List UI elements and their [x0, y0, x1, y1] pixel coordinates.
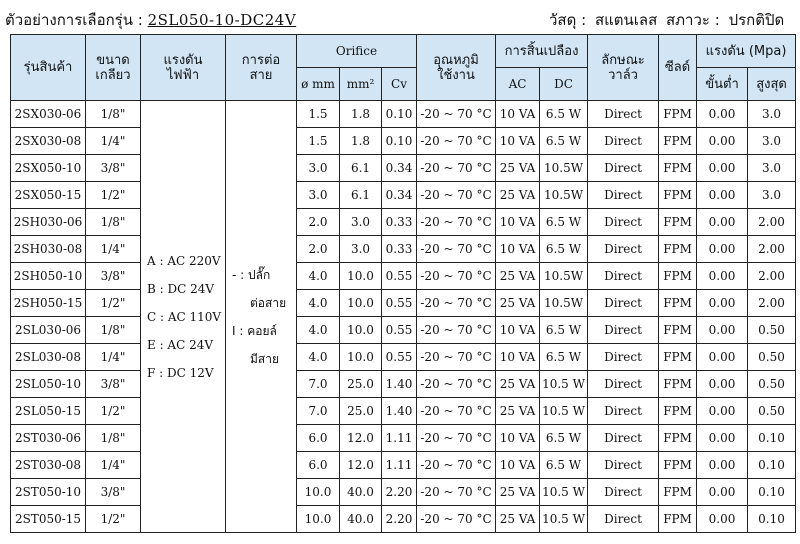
cell-mm2: 6.1 [340, 155, 382, 182]
cell-pmax: 0.10 [748, 425, 796, 452]
cell-pmax: 2.00 [748, 236, 796, 263]
cell-type: Direct [588, 182, 659, 209]
table-row [11, 398, 796, 425]
cell-seal: FPM [659, 425, 697, 452]
cell-seal: FPM [659, 317, 697, 344]
connection-option: I : คอยล์ [232, 323, 277, 338]
cell-seal: FPM [659, 128, 697, 155]
voltage-option: C : AC 110V [147, 309, 222, 324]
col-size: ขนาด เกลียว [86, 35, 141, 101]
cell-pmax: 0.50 [748, 317, 796, 344]
connection-option: มีสาย [250, 351, 280, 366]
spec-table [10, 34, 796, 533]
cell-size: 1/2" [86, 290, 141, 317]
cell-pmax: 3.0 [748, 182, 796, 209]
cell-mm2: 10.0 [340, 290, 382, 317]
material-value: สแตนเลส [594, 11, 658, 29]
cell-dc: 6.5 W [540, 317, 588, 344]
model-example [5, 8, 296, 32]
table-row [11, 263, 796, 290]
cell-temp: -20 ~ 70 °C [417, 263, 496, 290]
cell-mm2: 25.0 [340, 371, 382, 398]
cell-size: 1/2" [86, 182, 141, 209]
cell-type: Direct [588, 101, 659, 128]
cell-mm: 1.5 [297, 101, 340, 128]
col-pressure-max: สูงสุด [748, 68, 796, 101]
cell-temp: -20 ~ 70 °C [417, 398, 496, 425]
status-value: ปรกติปิด [728, 11, 785, 29]
cell-seal: FPM [659, 290, 697, 317]
cell-seal: FPM [659, 398, 697, 425]
cell-mm: 6.0 [297, 452, 340, 479]
connection-options [226, 101, 297, 533]
voltage-option: E : AC 24V [147, 337, 214, 352]
cell-pmin: 0.00 [697, 236, 748, 263]
voltage-option: F : DC 12V [147, 365, 214, 380]
col-power-dc: DC [540, 68, 588, 101]
table-row [11, 155, 796, 182]
cell-pmax: 0.10 [748, 452, 796, 479]
cell-pmin: 0.00 [697, 506, 748, 533]
table-row [11, 209, 796, 236]
cell-type: Direct [588, 155, 659, 182]
cell-size: 1/8" [86, 209, 141, 236]
cell-pmax: 0.10 [748, 479, 796, 506]
cell-size: 1/2" [86, 398, 141, 425]
col-orifice: Orifice [297, 35, 417, 68]
cell-size: 1/2" [86, 506, 141, 533]
cell-type: Direct [588, 209, 659, 236]
table-row [11, 506, 796, 533]
col-valve-type: ลักษณะ วาล์ว [588, 35, 659, 101]
cell-cv: 1.40 [382, 371, 417, 398]
cell-pmax: 2.00 [748, 263, 796, 290]
cell-seal: FPM [659, 479, 697, 506]
cell-model: 2ST030-08 [11, 452, 86, 479]
cell-size: 1/4" [86, 236, 141, 263]
cell-type: Direct [588, 290, 659, 317]
cell-seal: FPM [659, 371, 697, 398]
cell-mm2: 10.0 [340, 317, 382, 344]
cell-ac: 10 VA [496, 209, 540, 236]
cell-type: Direct [588, 317, 659, 344]
material-label: วัสดุ : [549, 11, 587, 29]
cell-model: 2SH050-10 [11, 263, 86, 290]
cell-dc: 6.5 W [540, 344, 588, 371]
cell-type: Direct [588, 506, 659, 533]
cell-pmin: 0.00 [697, 371, 748, 398]
cell-cv: 0.33 [382, 236, 417, 263]
cell-dc: 10.5 W [540, 398, 588, 425]
cell-mm2: 10.0 [340, 344, 382, 371]
cell-dc: 6.5 W [540, 452, 588, 479]
table-row [11, 479, 796, 506]
connection-option: ต่อสาย [250, 295, 287, 310]
cell-pmax: 0.10 [748, 506, 796, 533]
cell-seal: FPM [659, 155, 697, 182]
cell-model: 2ST030-06 [11, 425, 86, 452]
cell-mm: 3.0 [297, 182, 340, 209]
cell-seal: FPM [659, 344, 697, 371]
col-seal: ซีลด์ [659, 35, 697, 101]
cell-pmax: 2.00 [748, 209, 796, 236]
table-row [11, 101, 796, 128]
cell-mm: 4.0 [297, 317, 340, 344]
cell-mm: 3.0 [297, 155, 340, 182]
cell-type: Direct [588, 398, 659, 425]
cell-temp: -20 ~ 70 °C [417, 101, 496, 128]
cell-mm2: 40.0 [340, 479, 382, 506]
table-row [11, 128, 796, 155]
cell-mm2: 3.0 [340, 236, 382, 263]
cell-mm2: 1.8 [340, 101, 382, 128]
cell-dc: 6.5 W [540, 236, 588, 263]
cell-mm: 2.0 [297, 209, 340, 236]
status-label: สภาวะ : [666, 11, 720, 29]
cell-seal: FPM [659, 209, 697, 236]
cell-pmin: 0.00 [697, 182, 748, 209]
cell-mm2: 25.0 [340, 398, 382, 425]
cell-temp: -20 ~ 70 °C [417, 344, 496, 371]
cell-type: Direct [588, 344, 659, 371]
cell-temp: -20 ~ 70 °C [417, 128, 496, 155]
cell-pmax: 0.50 [748, 344, 796, 371]
cell-dc: 6.5 W [540, 209, 588, 236]
cell-temp: -20 ~ 70 °C [417, 236, 496, 263]
cell-pmax: 0.50 [748, 371, 796, 398]
col-temperature: อุณหภูมิ ใช้งาน [417, 35, 496, 101]
table-header [11, 35, 796, 101]
cell-pmax: 3.0 [748, 155, 796, 182]
cell-cv: 0.34 [382, 182, 417, 209]
cell-temp: -20 ~ 70 °C [417, 425, 496, 452]
cell-model: 2ST050-15 [11, 506, 86, 533]
cell-cv: 2.20 [382, 479, 417, 506]
cell-ac: 10 VA [496, 101, 540, 128]
cell-model: 2SL050-15 [11, 398, 86, 425]
cell-ac: 25 VA [496, 506, 540, 533]
cell-temp: -20 ~ 70 °C [417, 506, 496, 533]
cell-mm: 7.0 [297, 371, 340, 398]
connection-option: - : ปลั๊ก [232, 267, 271, 282]
cell-ac: 25 VA [496, 182, 540, 209]
cell-dc: 10.5 W [540, 371, 588, 398]
cell-mm: 10.0 [297, 506, 340, 533]
table-row [11, 290, 796, 317]
cell-pmax: 3.0 [748, 128, 796, 155]
cell-size: 3/8" [86, 263, 141, 290]
cell-temp: -20 ~ 70 °C [417, 317, 496, 344]
cell-size: 3/8" [86, 371, 141, 398]
col-connection: การต่อ สาย [226, 35, 297, 101]
cell-temp: -20 ~ 70 °C [417, 371, 496, 398]
cell-temp: -20 ~ 70 °C [417, 209, 496, 236]
cell-ac: 10 VA [496, 317, 540, 344]
cell-cv: 2.20 [382, 506, 417, 533]
col-voltage: แรงดัน ไฟฟ้า [141, 35, 226, 101]
cell-pmax: 3.0 [748, 101, 796, 128]
cell-dc: 6.5 W [540, 425, 588, 452]
cell-size: 1/4" [86, 452, 141, 479]
col-pressure: แรงดัน (Mpa) [697, 35, 796, 68]
cell-pmin: 0.00 [697, 263, 748, 290]
cell-dc: 6.5 W [540, 128, 588, 155]
cell-seal: FPM [659, 506, 697, 533]
col-model: รุ่นสินค้า [11, 35, 86, 101]
cell-type: Direct [588, 479, 659, 506]
cell-cv: 0.34 [382, 155, 417, 182]
cell-model: 2SH050-15 [11, 290, 86, 317]
table-row [11, 236, 796, 263]
cell-pmin: 0.00 [697, 155, 748, 182]
cell-pmin: 0.00 [697, 209, 748, 236]
col-orifice-mm: ø mm [297, 68, 340, 101]
cell-cv: 0.55 [382, 290, 417, 317]
voltage-option: A : AC 220V [147, 253, 221, 268]
table-row [11, 425, 796, 452]
cell-ac: 25 VA [496, 155, 540, 182]
cell-seal: FPM [659, 452, 697, 479]
cell-temp: -20 ~ 70 °C [417, 290, 496, 317]
cell-ac: 10 VA [496, 344, 540, 371]
cell-cv: 0.33 [382, 209, 417, 236]
cell-size: 1/8" [86, 317, 141, 344]
cell-ac: 25 VA [496, 371, 540, 398]
cell-cv: 1.40 [382, 398, 417, 425]
cell-size: 1/4" [86, 128, 141, 155]
cell-size: 1/4" [86, 344, 141, 371]
cell-cv: 0.55 [382, 263, 417, 290]
cell-type: Direct [588, 263, 659, 290]
cell-model: 2SX030-06 [11, 101, 86, 128]
cell-cv: 0.55 [382, 344, 417, 371]
table-row [11, 452, 796, 479]
cell-ac: 10 VA [496, 452, 540, 479]
cell-mm: 4.0 [297, 290, 340, 317]
cell-size: 3/8" [86, 155, 141, 182]
cell-ac: 25 VA [496, 479, 540, 506]
cell-cv: 1.11 [382, 452, 417, 479]
cell-size: 3/8" [86, 479, 141, 506]
cell-mm: 6.0 [297, 425, 340, 452]
cell-dc: 10.5W [540, 290, 588, 317]
cell-pmin: 0.00 [697, 425, 748, 452]
cell-cv: 1.11 [382, 425, 417, 452]
cell-mm: 7.0 [297, 398, 340, 425]
cell-ac: 25 VA [496, 290, 540, 317]
material-status [549, 8, 788, 32]
cell-dc: 10.5W [540, 263, 588, 290]
cell-model: 2SL050-10 [11, 371, 86, 398]
cell-model: 2SL030-06 [11, 317, 86, 344]
example-model: 2SL050-10-DC24V [147, 11, 297, 29]
cell-mm2: 10.0 [340, 263, 382, 290]
col-pressure-min: ขั้นต่ำ [697, 68, 748, 101]
col-orifice-cv: Cv [382, 68, 417, 101]
cell-mm2: 1.8 [340, 128, 382, 155]
cell-seal: FPM [659, 101, 697, 128]
cell-type: Direct [588, 371, 659, 398]
cell-model: 2SL030-08 [11, 344, 86, 371]
cell-type: Direct [588, 452, 659, 479]
cell-mm2: 12.0 [340, 452, 382, 479]
voltage-options [141, 101, 226, 533]
col-power: การสิ้นเปลือง [496, 35, 588, 68]
cell-model: 2ST050-10 [11, 479, 86, 506]
cell-cv: 0.55 [382, 317, 417, 344]
table-row [11, 317, 796, 344]
cell-temp: -20 ~ 70 °C [417, 452, 496, 479]
cell-mm2: 6.1 [340, 182, 382, 209]
cell-dc: 10.5 W [540, 506, 588, 533]
cell-mm: 2.0 [297, 236, 340, 263]
table-row [11, 371, 796, 398]
cell-pmin: 0.00 [697, 290, 748, 317]
col-power-ac: AC [496, 68, 540, 101]
cell-model: 2SH030-08 [11, 236, 86, 263]
page-header [0, 0, 800, 34]
cell-pmin: 0.00 [697, 452, 748, 479]
cell-mm2: 12.0 [340, 425, 382, 452]
cell-temp: -20 ~ 70 °C [417, 155, 496, 182]
cell-seal: FPM [659, 263, 697, 290]
cell-temp: -20 ~ 70 °C [417, 182, 496, 209]
cell-dc: 10.5W [540, 155, 588, 182]
cell-size: 1/8" [86, 101, 141, 128]
cell-pmin: 0.00 [697, 317, 748, 344]
cell-mm2: 3.0 [340, 209, 382, 236]
cell-model: 2SX030-08 [11, 128, 86, 155]
cell-ac: 25 VA [496, 263, 540, 290]
cell-model: 2SX050-10 [11, 155, 86, 182]
cell-cv: 0.10 [382, 128, 417, 155]
cell-mm: 1.5 [297, 128, 340, 155]
cell-type: Direct [588, 128, 659, 155]
cell-model: 2SX050-15 [11, 182, 86, 209]
cell-ac: 10 VA [496, 425, 540, 452]
example-label: ตัวอย่างการเลือกรุ่น : [5, 11, 143, 29]
cell-pmin: 0.00 [697, 344, 748, 371]
cell-pmin: 0.00 [697, 398, 748, 425]
cell-model: 2SH030-06 [11, 209, 86, 236]
col-orifice-mm2: mm² [340, 68, 382, 101]
cell-pmin: 0.00 [697, 479, 748, 506]
cell-seal: FPM [659, 236, 697, 263]
cell-mm2: 40.0 [340, 506, 382, 533]
cell-pmin: 0.00 [697, 128, 748, 155]
cell-dc: 10.5W [540, 182, 588, 209]
cell-pmax: 2.00 [748, 290, 796, 317]
cell-cv: 0.10 [382, 101, 417, 128]
cell-dc: 10.5 W [540, 479, 588, 506]
cell-temp: -20 ~ 70 °C [417, 479, 496, 506]
cell-mm: 4.0 [297, 263, 340, 290]
cell-seal: FPM [659, 182, 697, 209]
cell-type: Direct [588, 425, 659, 452]
voltage-option: B : DC 24V [147, 281, 215, 296]
cell-mm: 4.0 [297, 344, 340, 371]
table-row [11, 344, 796, 371]
cell-type: Direct [588, 236, 659, 263]
table-row [11, 182, 796, 209]
cell-dc: 6.5 W [540, 101, 588, 128]
cell-size: 1/8" [86, 425, 141, 452]
cell-pmin: 0.00 [697, 101, 748, 128]
cell-ac: 10 VA [496, 128, 540, 155]
cell-ac: 25 VA [496, 398, 540, 425]
cell-ac: 10 VA [496, 236, 540, 263]
cell-pmax: 0.50 [748, 398, 796, 425]
cell-mm: 10.0 [297, 479, 340, 506]
table-body [11, 101, 796, 533]
